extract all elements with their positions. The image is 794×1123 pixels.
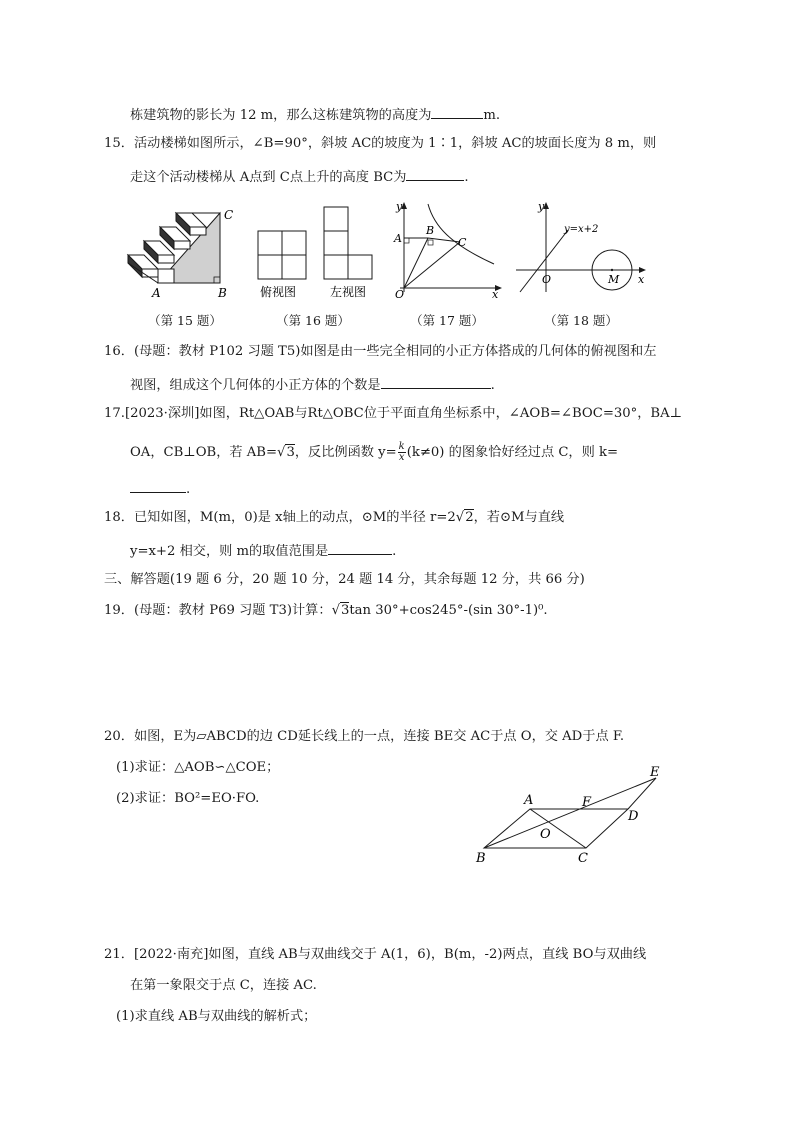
step-front	[158, 269, 174, 283]
q20-part1: (1)求证：△AOB∽△COE；	[116, 760, 280, 775]
q17-line1: 17.[2023·深圳]如图，Rt△OAB与Rt△OBC位于平面直角坐标系中，∠AOB=∠BOC=30°，BA⊥	[104, 406, 683, 421]
figure-17-graph	[390, 198, 510, 302]
hyperbola-curve	[428, 204, 494, 264]
left-view-grid	[324, 207, 372, 279]
q18-text: y=x+2 相交，则 m的取值范围是	[130, 544, 329, 559]
step-riser	[158, 255, 174, 263]
q19-text-b: tan 30°+cos245°-(sin 30°-1)⁰.	[349, 603, 548, 618]
right-angle-A	[404, 238, 409, 243]
q16-end: .	[490, 378, 495, 393]
answer-blank	[381, 374, 491, 389]
label-F: F	[582, 795, 592, 810]
step-riser	[174, 241, 190, 249]
caption-16: （第 16 题）	[276, 313, 350, 328]
fraction-numerator: k	[398, 441, 405, 452]
segment-AC	[530, 809, 586, 848]
label-A: A	[152, 286, 161, 300]
q17-text-a: OA，CB⊥OB，若 AB=	[130, 445, 278, 460]
q15-line2	[130, 166, 469, 187]
parallelogram-ABCD	[484, 809, 628, 848]
answer-blank	[130, 478, 186, 493]
q21-line1: 21．[2022·南充]如图，直线 AB与双曲线交于 A(1，6)，B(m，-2)两点，直线 BO与双曲线	[104, 947, 647, 962]
q15-text: 走这个活动楼梯从 A点到 C点上升的高度 BC为	[130, 170, 407, 185]
label-O: O	[540, 827, 551, 842]
q17-line3	[130, 478, 190, 499]
figure-15-staircase	[118, 205, 248, 301]
q18-text-b: ，若⊙M与直线	[473, 510, 565, 525]
q16-line2	[130, 374, 495, 395]
y-label: y	[538, 200, 545, 213]
q20-line1: 20．如图，E为▱ABCD的边 CD延长线上的一点，连接 BE交 AC于点 O，交 AD于点 F.	[104, 729, 625, 744]
section-3-heading: 三、解答题(19 题 6 分，20 题 10 分，24 题 14 分，其余每题 12 分，共 66 分)	[104, 572, 585, 587]
top-view-label: 俯视图	[260, 285, 297, 299]
right-angle-B	[428, 240, 433, 245]
caption-17: （第 17 题）	[410, 313, 484, 328]
figure-16-views	[252, 205, 377, 301]
label-B: B	[476, 851, 486, 866]
q15-end: .	[464, 170, 469, 185]
O-label: O	[395, 288, 405, 301]
q14-end: m.	[483, 108, 501, 123]
q16-line1: 16．(母题：教材 P102 习题 T5)如图是由一些完全相同的小正方体搭成的几何体的俯视图和左	[104, 344, 657, 359]
caption-18: （第 18 题）	[544, 313, 618, 328]
label-C: C	[224, 208, 234, 222]
label-A: A	[524, 793, 534, 808]
q16-text: 视图，组成这个几何体的小正方体的个数是	[130, 378, 381, 393]
q18-line2	[130, 540, 396, 561]
label-E: E	[650, 765, 660, 780]
O-label: O	[542, 273, 552, 286]
sqrt-value: 3	[286, 445, 295, 460]
figure-18-graph	[512, 198, 652, 302]
segment-OB	[404, 238, 428, 288]
answer-blank	[431, 104, 483, 119]
B-label: B	[426, 224, 435, 237]
sqrt-value: 2	[465, 510, 474, 525]
answer-blank	[406, 166, 464, 181]
figure-20-parallelogram	[470, 762, 680, 872]
x-label: x	[492, 288, 499, 301]
q18-line1: 18．已知如图，M(m，0)是 x轴上的动点，⊙M的半径 r=2√2，若⊙M与直线	[104, 510, 565, 525]
label-B: B	[218, 286, 227, 300]
fraction-denominator: x	[398, 452, 405, 463]
q20-part2: (2)求证：BO²=EO·FO.	[116, 791, 260, 806]
q17-end: .	[186, 482, 191, 497]
center-M	[611, 269, 613, 271]
q18-text-a: 18．已知如图，M(m，0)是 x轴上的动点，⊙M的半径 r=2	[104, 510, 456, 525]
C-label: C	[458, 236, 467, 249]
y-label: y	[396, 200, 403, 213]
x-label: x	[638, 273, 645, 286]
sqrt-value: 3	[340, 603, 350, 618]
q19-text-a: 19．(母题：教材 P69 习题 T3)计算：	[104, 603, 332, 618]
q14-text: 栋建筑物的影长为 12 m，那么这栋建筑物的高度为	[130, 108, 432, 123]
q21-line2: 在第一象限交于点 C，连接 AC.	[130, 978, 317, 993]
q17-line2: OA，CB⊥OB，若 AB=√3，反比例函数 y= $\frac{k}{x}$ (k≠0) 的图象恰好经过点 C，则 k=	[130, 441, 619, 463]
label-C: C	[578, 851, 588, 866]
left-view-label: 左视图	[330, 285, 367, 299]
q17-text-c: (k≠0) 的图象恰好经过点 C，则 k=	[406, 445, 619, 460]
caption-15: （第 15 题）	[148, 313, 222, 328]
label-D: D	[628, 809, 639, 824]
segment-OC	[404, 242, 460, 288]
q14-tail	[130, 104, 500, 125]
step-riser	[142, 269, 158, 277]
line-label: y=x+2	[564, 224, 599, 235]
q19-line: 19．(母题：教材 P69 习题 T3)计算：√3tan 30°+cos245°-(sin 30°-1)⁰.	[104, 603, 548, 618]
A-label: A	[394, 232, 402, 245]
q21-part1: (1)求直线 AB与双曲线的解析式；	[116, 1009, 317, 1024]
fraction-k-over-x	[398, 442, 406, 463]
answer-blank	[328, 540, 392, 555]
segment-DE	[628, 778, 656, 809]
step-riser	[190, 227, 206, 235]
q15-line1: 15．活动楼梯如图所示，∠B=90°，斜坡 AC的坡度为 1∶1，斜坡 AC的坡面长度为 8 m，则	[104, 136, 657, 151]
q17-text-b: ，反比例函数 y=	[294, 445, 397, 460]
q18-end: .	[392, 544, 397, 559]
top-view-grid	[258, 231, 306, 279]
M-label: M	[608, 273, 620, 286]
